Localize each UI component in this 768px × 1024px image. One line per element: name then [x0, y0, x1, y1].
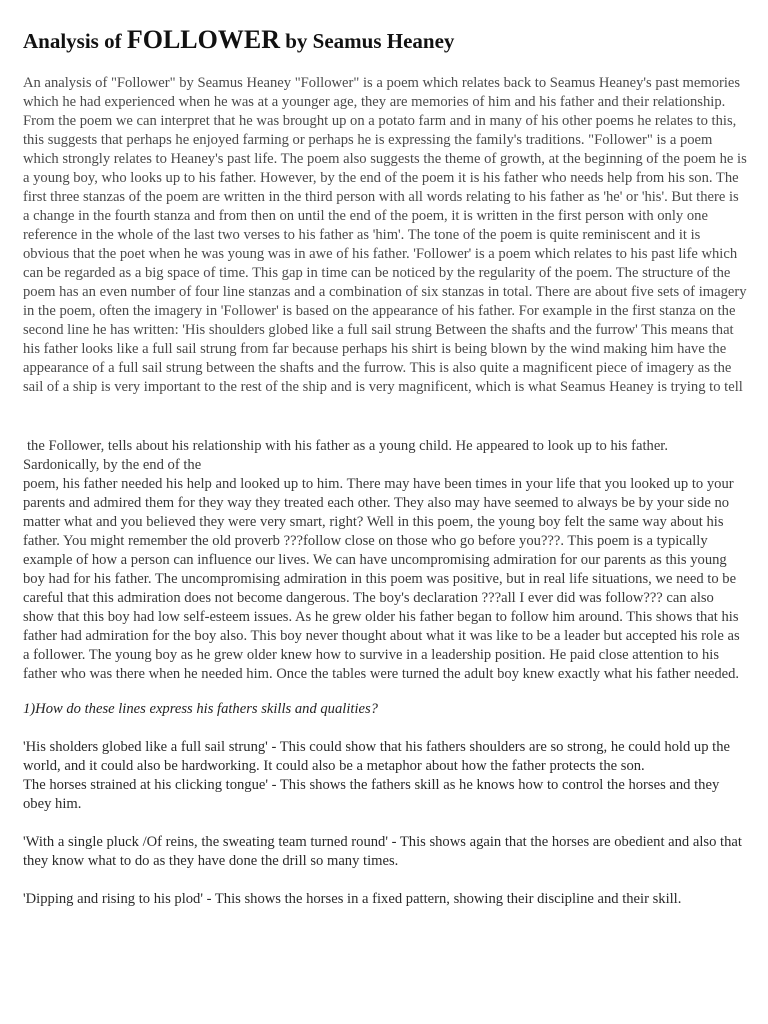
relationship-paragraph-first-line: the Follower, tells about his relationship with his father as a young child. He appeared to look up to his father. Sardonically, by the end of the — [23, 438, 668, 473]
intro-paragraph: An analysis of "Follower" by Seamus Heaney "Follower" is a poem which relates back to Seamus Heaney's past memories which he had experienced when he was at a younger age, they are memories of him and his father and their relationship. From the poem we can interpret that he was brought up on a potato farm and in many of his other poems he relates to this, this suggests that perhaps he enjoyed farming or perhaps he is expressing the family's traditions. "Follower" is a poem which strongly relates to Heaney's past life. The poem also suggests the theme of growth, at the beginning of the poem he is a young boy, who looks up to his father. However, by the end of the poem it is his father who needs help from his son. The first three stanzas of the poem are written in the third person with all words relating to his father as 'he' or 'his'. But there is a change in the fourth stanza and from then on until the end of the poem, it is written in the first person with only one reference in the whole of the last two verses to his father as 'him'. The tone of the poem is quite reminiscent and it is obvious that the poet when he was young was in awe of his father. 'Follower' is a poem which relates to his past life which can be regarded as a big space of time. This gap in time can be noticed by the regularity of the poem. The structure of the poem has an even number of four line stanzas and a combination of six stanzas in total. There are about five sets of imagery in the poem, often the imagery in 'Follower' is based on the appearance of his father. For example in the first stanza on the second line he has written: 'His shoulders globed like a full sail strung Between the shafts and the furrow' This means that his father looks like a full sail strung from far because perhaps his shirt is being blown by the wind making him have the appearance of a full sail strung between the shafts and the furrow. This is also quite a magnificent piece of imagery as the sail of a ship is very important to the rest of the ship and is very magnificent, which is what Seamus Heaney is trying to tell — [23, 75, 747, 395]
answer-horses: The horses strained at his clicking tongue' - This shows the fathers skill as he knows how to control the horses and they obey him. — [23, 777, 720, 812]
title-main: FOLLOWER — [126, 25, 280, 54]
relationship-paragraph-body: poem, his father needed his help and looked up to him. There may have been times in your life that you looked up to your parents and admired them for they way they treated each other. They also may have seemed to always be by your side no matter what and you believed they were very smart, right? Well in this poem, the young boy felt the same way about his father. You might remember the old proverb ???follow close on those who go before you???. This poem is a typically example of how a person can influence our lives. We can have uncompromising admiration for our parents as this young boy had for his father. The uncompromising admiration in this poem was positive, but in real life situations, we need to be careful that this admiration does not become dangerous. The boy's declaration ???all I ever did was follow??? can also show that this boy had low self-esteem issues. As he grew older his father began to follow him around. This shows that his father had admiration for the boy also. This boy never thought about what it was like to be a leader but accepted his role as a follower. The young boy as he grew older knew how to survive in a leadership position. He paid close attention to his father who was there when he needed him. Once the tables were turned the adult boy knew exactly what his father needed. — [23, 476, 740, 682]
answer-paragraph-shoulders-horses — [23, 738, 748, 814]
question-heading: 1)How do these lines express his fathers skills and qualities? — [23, 701, 378, 717]
answer-paragraph-reins: 'With a single pluck /Of reins, the sweating team turned round' - This shows again that the horses are obedient and also that they know what to do as they have done the drill so many times. — [23, 834, 742, 869]
title-suffix: by Seamus Heaney — [280, 29, 455, 53]
answer-shoulders: 'His sholders globed like a full sail strung' - This could show that his fathers shoulders are so strong, he could hold up the world, and it could also be hardworking. It could also be a metaphor about how the father protects the son. — [23, 739, 731, 774]
title-prefix: Analysis of — [23, 29, 127, 53]
document-title — [23, 26, 748, 55]
relationship-paragraph — [23, 437, 748, 684]
document-page — [23, 26, 748, 909]
answer-paragraph-plod: 'Dipping and rising to his plod' - This shows the horses in a fixed pattern, showing their discipline and their skill. — [23, 891, 682, 907]
